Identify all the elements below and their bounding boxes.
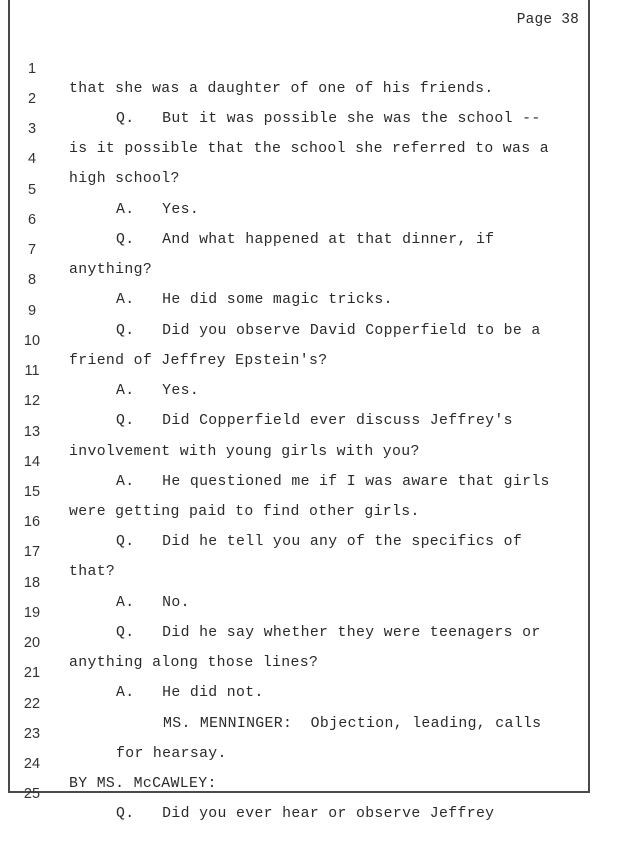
transcript-line [10, 462, 588, 520]
transcript-line [10, 432, 588, 490]
line-number: 11 [24, 363, 40, 379]
page-number: Page 38 [516, 12, 579, 28]
line-text: for hearsay. [116, 746, 227, 762]
line-number: 24 [23, 756, 41, 772]
transcript-line [10, 99, 588, 157]
line-text: anything? [69, 262, 153, 278]
line-number: 6 [27, 212, 37, 228]
line-text: that? [69, 564, 116, 580]
line-text: high school? [69, 171, 180, 187]
line-number: 4 [27, 151, 37, 167]
transcript-line [10, 553, 588, 611]
transcript-line [10, 613, 588, 671]
line-number: 15 [23, 484, 41, 500]
line-number: 14 [23, 454, 41, 470]
transcript-line [10, 764, 588, 822]
line-text: that she was a daughter of one of his friends. [69, 81, 494, 97]
line-text: anything along those lines? [69, 655, 319, 671]
line-number: 1 [27, 61, 37, 77]
line-text: A. Yes. [116, 383, 200, 399]
line-text: Q. Did you observe David Copperfield to be a [116, 323, 541, 339]
transcript-line [10, 281, 588, 339]
line-number: 25 [23, 786, 41, 802]
line-text: A. He questioned me if I was aware that girls [116, 474, 550, 490]
transcript-line [10, 704, 588, 762]
line-text: Q. Did Copperfield ever discuss Jeffrey's [116, 413, 513, 429]
transcript-line [10, 160, 588, 218]
line-number: 16 [23, 514, 41, 530]
line-number: 3 [27, 121, 37, 137]
line-text: Q. Did you ever hear or observe Jeffrey [116, 806, 495, 822]
line-number: 12 [23, 393, 41, 409]
transcript-line [10, 734, 588, 792]
line-text: A. No. [116, 595, 190, 611]
line-text: is it possible that the school she referred to was a [69, 141, 549, 157]
transcript-line [10, 643, 588, 701]
transcript-line [10, 220, 588, 278]
line-text: Q. But it was possible she was the school -- [116, 111, 541, 127]
line-number: 18 [23, 575, 41, 591]
line-text: were getting paid to find other girls. [69, 504, 420, 520]
transcript-line [10, 492, 588, 550]
line-number: 21 [23, 665, 41, 681]
line-number: 23 [23, 726, 41, 742]
transcript-line [10, 250, 588, 308]
line-text: A. Yes. [116, 202, 200, 218]
line-number: 10 [23, 333, 41, 349]
line-number: 17 [23, 544, 41, 560]
line-text: A. He did some magic tricks. [116, 292, 393, 308]
transcript-line [10, 129, 588, 187]
transcript-line [10, 190, 588, 248]
transcript-line [10, 522, 588, 580]
transcript-line [10, 583, 588, 641]
transcript-line [10, 402, 588, 460]
line-number: 9 [27, 303, 37, 319]
line-text: involvement with young girls with you? [69, 444, 420, 460]
line-number: 20 [23, 635, 41, 651]
transcript-line [10, 311, 588, 369]
transcript-line [10, 371, 588, 429]
transcript-line [10, 674, 588, 732]
line-text: Q. And what happened at that dinner, if [116, 232, 495, 248]
transcript-line [10, 69, 588, 127]
line-text: Q. Did he tell you any of the specifics of [116, 534, 523, 550]
line-text: friend of Jeffrey Epstein's? [69, 353, 328, 369]
transcript-line [10, 341, 588, 399]
line-number: 8 [27, 272, 37, 288]
line-text: Q. Did he say whether they were teenagers or [116, 625, 541, 641]
line-text: BY MS. McCAWLEY: [69, 776, 217, 792]
line-text: A. He did not. [116, 685, 264, 701]
line-number: 2 [27, 91, 37, 107]
line-number: 13 [23, 424, 41, 440]
line-number: 7 [27, 242, 37, 258]
line-number: 19 [23, 605, 41, 621]
transcript-page [8, 0, 590, 822]
line-number: 5 [27, 182, 37, 198]
line-text: MS. MENNINGER: Objection, leading, calls [163, 716, 542, 732]
line-number: 22 [23, 696, 41, 712]
transcript-line [10, 39, 588, 97]
